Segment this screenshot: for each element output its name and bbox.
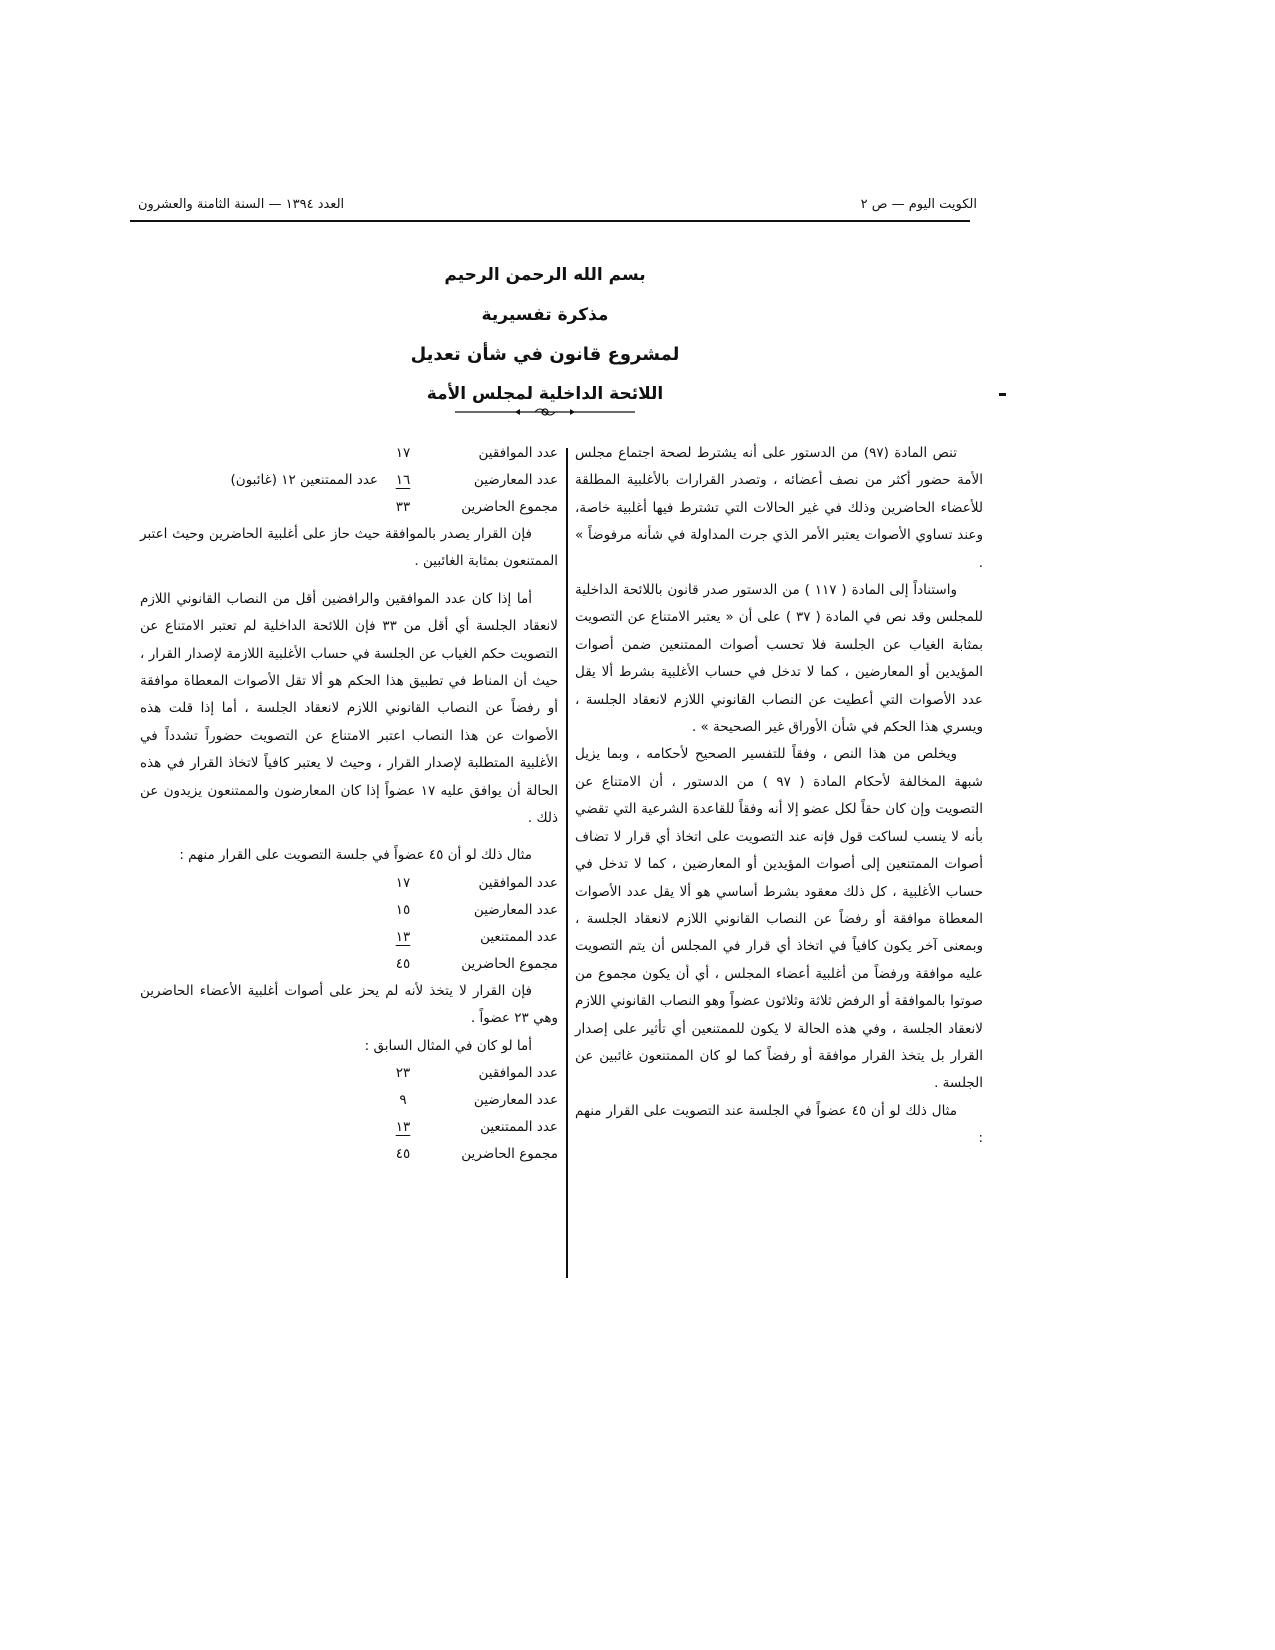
tally-label: مجموع الحاضرين: [461, 955, 558, 972]
tally-value: ٤٥: [395, 1146, 411, 1163]
tally-row: [140, 440, 558, 467]
paragraph: تنص المادة (٩٧) من الدستور على أنه يشترط لصحة اجتماع مجلس الأمة حضور أكثر من نصف أعضائه ، وتصدر القرارات بالأغلبية المطلقة للأعضاء الحاضرين وذلك في غير الحالات التي تشترط فيها أغلبية خاصة، وعند تساوي الأصوات يعتبر الأمر الذي جرت المداولة في شأنه مرفوضاً » .: [575, 445, 983, 571]
rules-title: اللائحة الداخلية لمجلس الأمة: [426, 384, 664, 404]
tally-label: عدد المعارضين: [473, 472, 558, 488]
ornament-divider: [455, 405, 635, 419]
paragraph: أما لو كان في المثال السابق :: [364, 1037, 532, 1054]
paragraph: مثال ذلك لو أن ٤٥ عضواً في الجلسة عند التصويت على القرار منهم :: [575, 1102, 983, 1147]
basmala: بسم الله الرحمن الرحيم: [444, 265, 646, 285]
running-header-publication: الكويت اليوم — ص ٢: [860, 197, 977, 212]
tally-label: عدد الممتنعين: [480, 928, 558, 945]
tally-label: عدد الموافقين: [478, 874, 558, 891]
tally-label: عدد المعارضين: [473, 901, 558, 918]
paragraph: ويخلص من هذا النص ، وفقاً للتفسير الصحيح لأحكامه ، وبما يزيل شبهة المخالفة لأحكام المادة ( ٩٧ ) من الدستور ، أن الامتناع عن التصويت وإن كان حقاً لكل عضو إلا أنه وفقاً للقاعدة الشرعية التي تقضي بأنه لا ينسب لساكت قول فإنه عند التصويت على اتخاذ أي قرار لا تضاف أصوات الممتنعين إلى أصوات المؤيدين أو المعارضين ، كما لا تدخل في حساب الأغلبية ، كل ذلك معقود بشرط أساسي هو ألا يقل عدد الأصوات المعطاة موافقة أو رفضاً عن النصاب القانوني اللازم لانعقاد الجلسة ، وبمعنى آخر يكون كافياً في اتخاذ أي قرار في المجلس أن يتم التصويت عليه موافقة ورفضاً من أغلبية أعضاء المجلس ، أي أن يكون مجموع من صوتوا بالموافقة أو الرفض ثلاثة وثلاثون عضواً وهو النصاب القانوني اللازم لانعقاد الجلسة ، وفي هذه الحالة لا يكون للممتنعين أي تأثير على إصدار القرار بل يتخذ القرار موافقة أو رفضاً كما لو كان الممتنعون غائبين عن الجلسة .: [575, 746, 983, 1092]
tally-row: [140, 1141, 558, 1168]
paragraph: واستناداً إلى المادة ( ١١٧ ) من الدستور صدر قانون باللائحة الداخلية للمجلس وقد نص في المادة ( ٣٧ ) على أن « يعتبر الامتناع عن التصويت بمثابة الغياب عن الجلسة فلا تحسب أصوات الممتنعين ضمن أصوات المؤيدين أو المعارضين ، كما لا تدخل في حساب الأغلبية بشرط ألا يقل عدد الأصوات التي أعطيت عن النصاب القانوني اللازم لانعقاد الجلسة ، ويسري هذا الحكم في شأن الأوراق غير الصحيحة » .: [575, 582, 983, 736]
tally-value: ١٦: [395, 472, 411, 488]
tally-label: عدد الممتنعين: [480, 1119, 558, 1136]
vote-tally-3: [140, 1060, 558, 1168]
tally-label: مجموع الحاضرين: [461, 499, 558, 515]
tally-row: [140, 1060, 558, 1087]
tally-note: عدد الممتنعين ١٢ (غائبون): [230, 472, 378, 488]
tally-row: [140, 924, 558, 951]
right-column: [575, 440, 983, 1153]
paragraph: فإن القرار يصدر بالموافقة حيث حاز على أغلبية الحاضرين وحيث اعتبر الممتنعون بمثابة الغائبين .: [140, 526, 558, 570]
vote-tally-2: [140, 870, 558, 978]
tally-row: [140, 494, 558, 521]
memo-title: مذكرة تفسيرية: [481, 305, 609, 325]
tally-row: [140, 467, 558, 494]
tally-value: ١٣: [395, 1119, 411, 1136]
tally-label: عدد المعارضين: [473, 1092, 558, 1109]
tally-row: [140, 897, 558, 924]
running-header-issue: العدد ١٣٩٤ — السنة الثامنة والعشرون: [138, 197, 345, 212]
margin-mark: [999, 393, 1006, 396]
tally-row: [140, 1087, 558, 1114]
tally-value: ١٣: [395, 928, 411, 945]
column-rule: [566, 448, 568, 1278]
tally-value: ٢٣: [395, 1065, 411, 1082]
tally-label: عدد الموافقين: [478, 1065, 558, 1082]
left-column: [140, 440, 558, 1168]
paragraph: أما إذا كان عدد الموافقين والرافضين أقل من النصاب القانوني اللازم لانعقاد الجلسة أي أقل من ٣٣ فإن اللائحة الداخلية لم تعتبر الامتناع عن التصويت حكم الغياب عن الجلسة في حساب الأغلبية اللازمة لإصدار القرار ، حيث أن المناط في تطبيق هذا الحكم هو ألا تقل الأصوات المعطاة موافقة أو رفضاً عن النصاب القانوني اللازم لانعقاد الجلسة ، أما إذا قلت هذه الأصوات عن هذا النصاب اعتبر الامتناع عن التصويت حضوراً تشدداً في الأغلبية المتطلبة لإصدار القرار ، وحيث لا يعتبر كافياً لاتخاذ القرار في هذه الحالة أن يوافق عليه ١٧ عضواً إذا كان المعارضون والممتنعون يزيدون عن ذلك .: [140, 590, 559, 827]
tally-value: ٣٣: [395, 499, 411, 515]
tally-value: ٤٥: [395, 955, 411, 972]
paragraph: مثال ذلك لو أن ٤٥ عضواً في جلسة التصويت على القرار منهم :: [179, 847, 532, 864]
tally-label: عدد الموافقين: [478, 445, 558, 461]
tally-label: مجموع الحاضرين: [461, 1146, 558, 1163]
tally-value: ١٧: [395, 445, 411, 461]
tally-row: [140, 1114, 558, 1141]
tally-value: ١٧: [395, 874, 411, 891]
tally-row: [140, 870, 558, 897]
tally-value: ٩: [399, 1092, 407, 1109]
tally-row: [140, 951, 558, 978]
header-rule: [130, 220, 970, 222]
bill-title: لمشروع قانون في شأن تعديل: [410, 344, 680, 365]
paragraph: فإن القرار لا يتخذ لأنه لم يحز على أصوات أغلبية الأعضاء الحاضرين وهي ٢٣ عضواً .: [140, 982, 558, 1027]
vote-tally-1: [140, 440, 558, 521]
tally-value: ١٥: [395, 901, 411, 918]
